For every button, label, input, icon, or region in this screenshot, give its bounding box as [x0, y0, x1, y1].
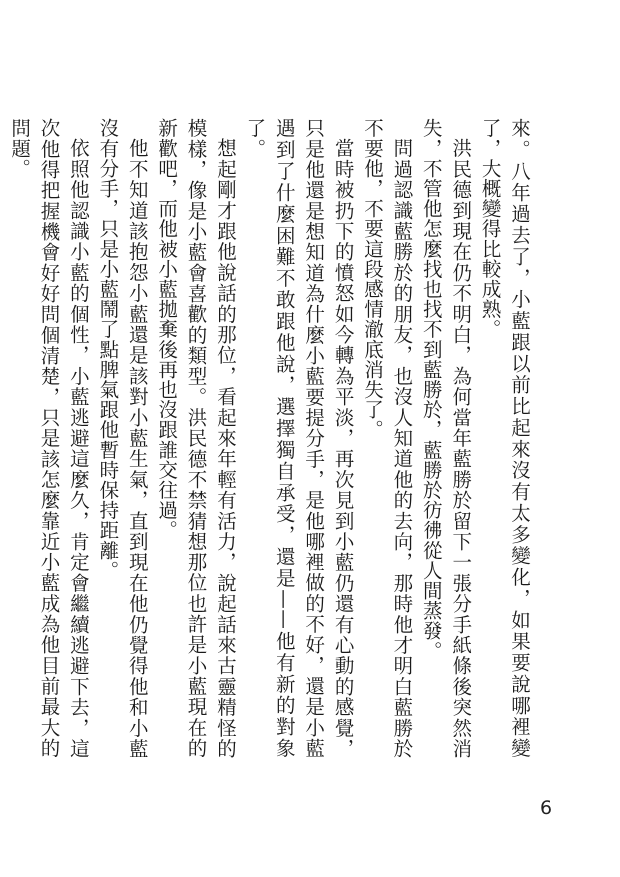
paragraph: 他不知道該抱怨小藍還是該對小藍生氣，直到現在他仍覺得他和小藍沒有分手，只是小藍鬧了點脾氣跟他暫時保持距離。: [96, 118, 149, 758]
paragraph: 來。八年過去了，小藍跟以前比起來沒有太多變化，如果要說哪裡變了，大概變得比較成熟。: [478, 118, 531, 758]
paragraph: 依照他認識小藍的個性，小藍逃避這麼久，肯定會繼續逃避下去，這次他得把握機會好好問個清楚，只是該怎麼靠近小藍成為他目前最大的問題。: [8, 118, 90, 758]
paragraph: 洪民德到現在仍不明白，為何當年藍勝於留下一張分手紙條後突然消失，不管他怎麼找也找不到藍勝於，藍勝於彷彿從人間蒸發。: [419, 118, 473, 758]
paragraph: 當時被扔下的憤怒如今轉為平淡，再次見到小藍仍還有心動的感覺，只是他還是想知道為什麼小藍要提分手，是他哪裡做的不好，還是小藍遇到了什麼困難不敢跟他說，選擇獨自承受，還是——他有新的對象了。: [243, 118, 355, 758]
body-text: [5, 118, 534, 758]
paragraph: 想起剛才跟他說話的那位，看起來年輕有活力，說起話來古靈精怪的模樣，像是小藍會喜歡的類型。洪民德不禁猜想那位也許是小藍現在的新歡吧，而他被小藍拋棄後再也沒跟誰交往過。: [155, 118, 237, 758]
page-number: 6: [540, 797, 553, 819]
paragraph: 問過認識藍勝於的朋友，也沒人知道他的去向，那時他才明白藍勝於不要他，不要這段感情澈底消失了。: [360, 118, 414, 758]
